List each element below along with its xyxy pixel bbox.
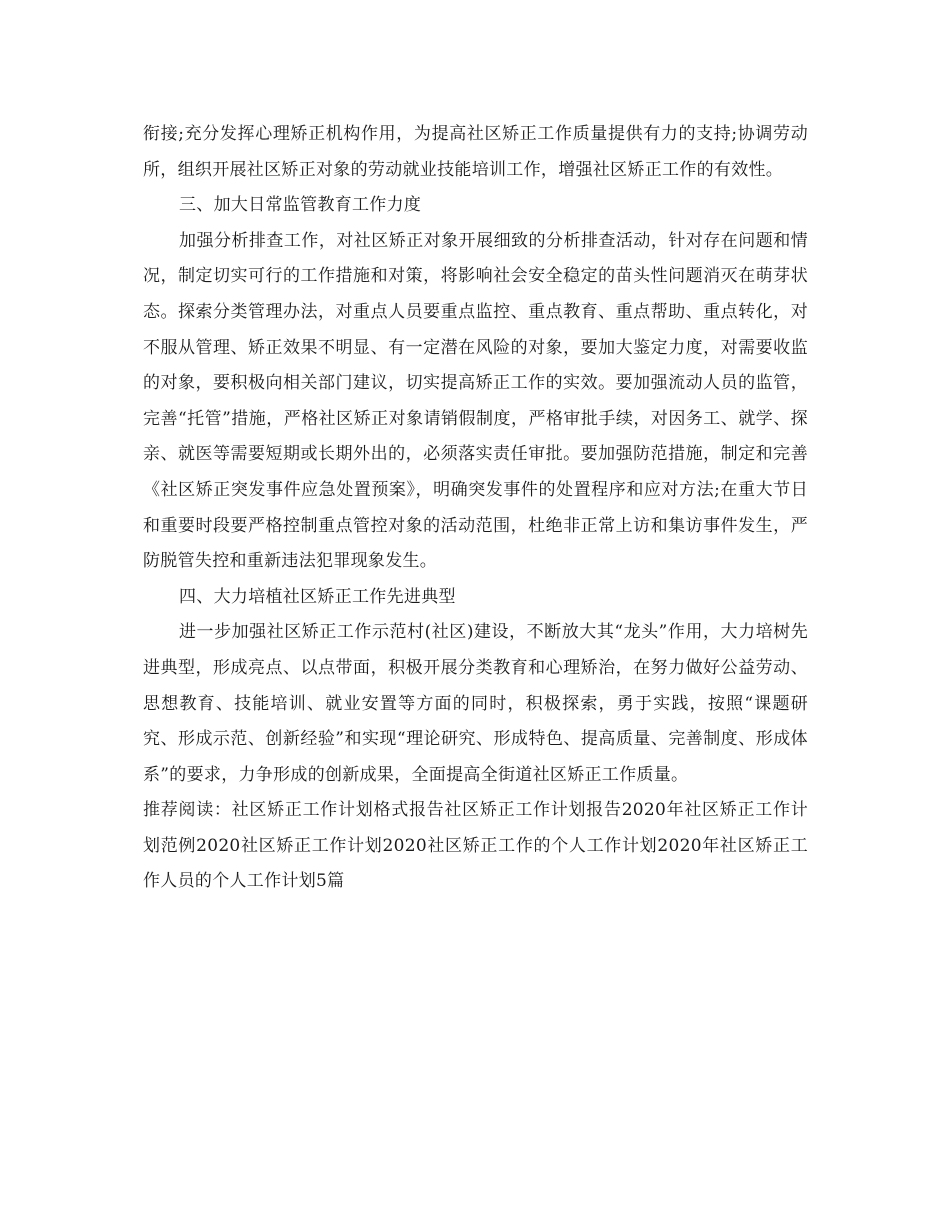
document-body	[143, 117, 808, 900]
section-heading-3: 三、加大日常监管教育工作力度	[179, 195, 422, 216]
section-heading-4: 四、大力培植社区矫正工作先进典型	[179, 586, 456, 607]
paragraph-continuation: 衔接;充分发挥心理矫正机构作用，为提高社区矫正工作质量提供有力的支持;协调劳动所，组织开展社区矫正对象的劳动就业技能培训工作，增强社区矫正工作的有效性。	[143, 124, 808, 180]
recommended-reading: 推荐阅读：社区矫正工作计划格式报告社区矫正工作计划报告2020年社区矫正工作计划范例2020社区矫正工作计划2020社区矫正工作的个人工作计划2020年社区矫正工作人员的个人工作计划5篇	[143, 800, 808, 892]
paragraph-supervision: 加强分析排查工作，对社区矫正对象开展细致的分析排查活动，针对存在问题和情况，制定切实可行的工作措施和对策，将影响社会安全稳定的苗头性问题消灭在萌芽状态。探索分类管理办法，对重点人员要重点监控、重点教育、重点帮助、重点转化，对不服从管理、矫正效果不明显、有一定潜在风险的对象，要加大鉴定力度，对需要收监的对象，要积极向相关部门建议，切实提高矫正工作的实效。要加强流动人员的监管，完善“托管”措施，严格社区矫正对象请销假制度，严格审批手续，对因务工、就学、探亲、就医等需要短期或长期外出的，必须落实责任审批。要加强防范措施，制定和完善《社区矫正突发事件应急处置预案》，明确突发事件的处置程序和应对方法;在重大节日和重要时段要严格控制重点管控对象的活动范围，杜绝非正常上访和集访事件发生，严防脱管失控和重新违法犯罪现象发生。	[143, 230, 808, 572]
paragraph-models: 进一步加强社区矫正工作示范村(社区)建设，不断放大其“龙头”作用，大力培树先进典型，形成亮点、以点带面，积极开展分类教育和心理矫治，在努力做好公益劳动、思想教育、技能培训、就业安置等方面的同时，积极探索，勇于实践，按照“课题研究、形成示范、创新经验”和实现“理论研究、形成特色、提高质量、完善制度、形成体系”的要求，力争形成的创新成果，全面提高全街道社区矫正工作质量。	[143, 622, 808, 785]
